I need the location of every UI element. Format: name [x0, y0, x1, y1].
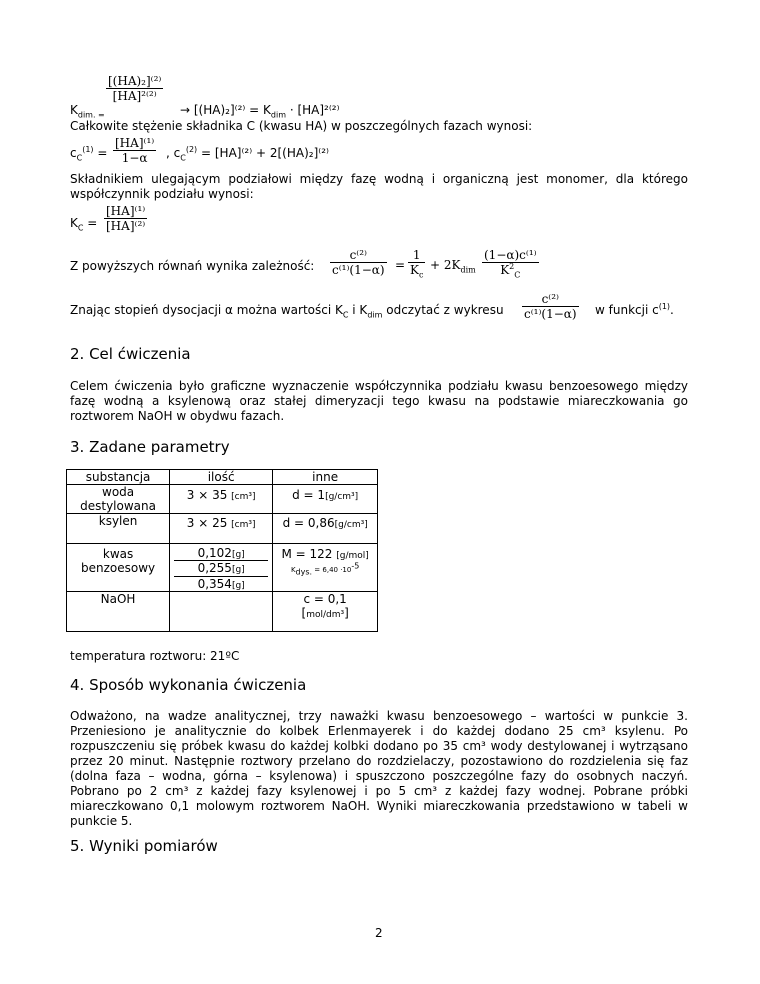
- total-conc-text: Całkowite stężenie składnika C (kwasu HA) w poszczególnych fazach wynosi:: [70, 119, 533, 133]
- kdim-label: $K_{dim. =}$: [70, 103, 105, 120]
- cc1-denominator: 1−α: [121, 151, 148, 165]
- kc-denominator: [HA]⁽²⁾: [106, 219, 146, 233]
- table-naoh-other: c = 0,1 [mol/dm³]: [273, 592, 378, 632]
- relation-rhs-fraction: [482, 248, 539, 280]
- relation-equals: =: [395, 258, 406, 272]
- table-xylene-other: d = 0,86[g/cm³]: [273, 514, 378, 544]
- temperature-text: temperatura roztworu: 21ºC: [70, 649, 240, 663]
- knowing-text-right: w funkcji $c^{(1)}$.: [595, 302, 674, 317]
- table-header-amount: ilość: [170, 470, 273, 485]
- table-water-name: woda destylowana: [67, 485, 170, 514]
- kdim-fraction: [106, 74, 163, 103]
- cc1-label: $c_C^{(1)}$ =: [70, 145, 108, 163]
- relation-mid-den: $K_c$: [410, 263, 424, 280]
- relation-rhs-den: $K^2_C$: [500, 262, 521, 280]
- table-acid-amounts: [170, 544, 273, 592]
- acid-amount-2: 0,255[g]: [174, 561, 268, 577]
- knowing-fraction: [522, 292, 579, 321]
- acid-amount-3: 0,354[g]: [197, 577, 245, 591]
- kc-fraction: [104, 204, 147, 233]
- cc1-numerator: [HA]⁽¹⁾: [115, 136, 155, 150]
- section-2-body: Celem ćwiczenia było graficzne wyznaczenie współczynnika podziału kwasu benzoesowego między fazę wodną a ksylenową oraz stałej dimeryzacji tego kwasu na podstawie miareczkowania go roztworem NaOH w obydwu fazach.: [70, 379, 688, 423]
- page-number: 2: [375, 926, 383, 940]
- relation-rhs-num: (1−α)c⁽¹⁾: [484, 248, 537, 262]
- section-4-title: 4. Sposób wykonania ćwiczenia: [70, 676, 307, 694]
- table-naoh-amount: [170, 592, 273, 632]
- parameters-table: [66, 469, 378, 632]
- table-xylene-amount: 3 ⨯ 25 [cm³]: [170, 514, 273, 544]
- table-water-amount: 3 ⨯ 35 [cm³]: [170, 485, 273, 514]
- relation-plus-term: + $2K_{dim}$: [430, 258, 476, 275]
- relation-lhs-num: c⁽²⁾: [330, 248, 387, 263]
- section-2-title: 2. Cel ćwiczenia: [70, 345, 191, 363]
- table-header-other: inne: [273, 470, 378, 485]
- kdim-numerator: [(HA)₂]⁽²⁾: [108, 74, 162, 88]
- knowing-num: c⁽²⁾: [522, 292, 579, 307]
- table-acid-other: M = 122 [g/mol] $K_{dys.} = 6,40 \cdot 10^{-5}$: [273, 544, 378, 592]
- relation-lhs-fraction: [330, 248, 387, 277]
- table-xylene-name: ksylen: [67, 514, 170, 544]
- kdim-denominator: [HA]²⁽²⁾: [112, 89, 157, 103]
- kc-label: $K_C$ =: [70, 216, 98, 233]
- knowing-text-left: Znając stopień dysocjacji α można wartości $K_C$ i $K_{dim}$ odczytać z wykresu: [70, 303, 504, 320]
- table-header-substance: substancja: [67, 470, 170, 485]
- table-naoh-name: NaOH: [67, 592, 170, 632]
- relation-mid-fraction: [408, 248, 425, 280]
- cc1-fraction: [113, 136, 156, 165]
- kdim-result: → $[(HA)_2]^{(2)} = K_{dim} \cdot [HA]^{2(2)}$: [180, 103, 340, 120]
- cc2-expression: , $c_C^{(2)} = [HA]^{(2)} + 2[(HA)_2]^{(2)}$: [166, 145, 329, 163]
- section-5-title: 5. Wyniki pomiarów: [70, 837, 218, 855]
- monomer-text: Składnikiem ulegającym podziałowi między fazę wodną i organiczną jest monomer, dla którego współczynnik podziału wynosi:: [70, 172, 688, 201]
- section-3-title: 3. Zadane parametry: [70, 438, 230, 456]
- section-4-body: Odważono, na wadze analitycznej, trzy naważki kwasu benzoesowego – wartości w punkcie 3. Przeniesiono je analitycznie do kolbek Erlenmayerek i do każdej dodano 25 cm³ ksylenu. Po rozpuszczeniu się próbek kwasu do każdej kolbki dodano po 35 cm³ wody destylowanej i wytrząsano przez 20 minut. Następnie roztwory przelano do rozdzielaczy, pozostawiono do rozdzielenia się faz (dolna faza – wodna, górna – ksylenowa) i spuszczono poszczególne fazy do osobnych naczyń. Pobrano po 2 cm³ z każdej fazy ksylenowej i po 5 cm³ z każdej fazy wodnej. Pobrane próbki miareczkowano 0,1 molowym roztworem NaOH. Wyniki miareczkowania przedstawiono w tabeli w punkcie 5.: [70, 709, 688, 828]
- knowing-den: c⁽¹⁾(1−α): [524, 307, 577, 321]
- kc-numerator: [HA]⁽¹⁾: [106, 204, 146, 218]
- acid-amount-1: 0,102[g]: [174, 546, 268, 561]
- relation-lhs-den: c⁽¹⁾(1−α): [332, 263, 385, 277]
- table-water-other: d = 1[g/cm³]: [273, 485, 378, 514]
- relation-text: Z powyższych równań wynika zależność:: [70, 259, 315, 273]
- relation-mid-num: 1: [408, 248, 425, 263]
- table-acid-name: kwas benzoesowy: [67, 544, 170, 592]
